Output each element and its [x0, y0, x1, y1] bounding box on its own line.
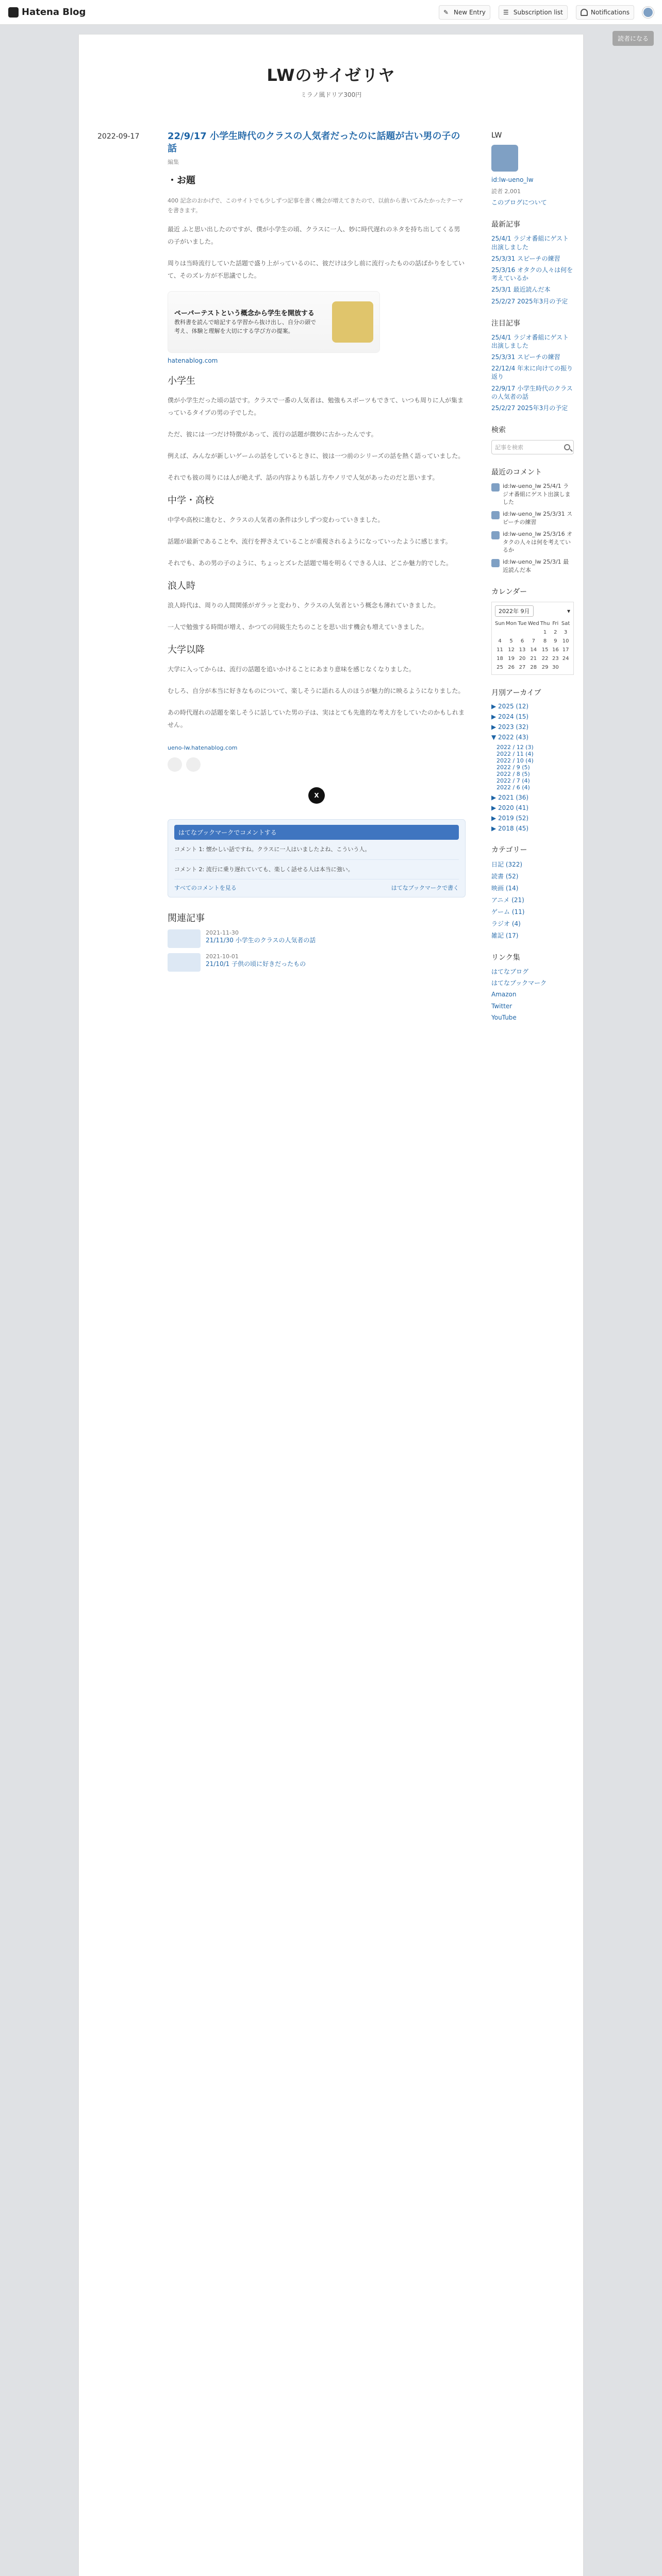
- calendar-day[interactable]: 24: [562, 656, 569, 662]
- section-para: 僕が小学生だった頃の話です。クラスで一番の人気者は、勉強もスポーツもできて、いつも周りに人が集まっているタイプの男の子でした。: [168, 397, 464, 417]
- calendar-day[interactable]: 27: [519, 665, 526, 671]
- weekday-label: Mon: [506, 621, 517, 627]
- calendar-day[interactable]: 19: [508, 656, 515, 662]
- hatena-logo-icon: [8, 7, 19, 18]
- related-articles: [168, 911, 466, 972]
- section-para: ただ、彼には一つだけ特徴があって、流行の話題が微妙に古かったんです。: [168, 431, 377, 438]
- latest-item[interactable]: 25/4/1 ラジオ番組にゲスト出演しました: [491, 235, 569, 251]
- bookmark-write-link[interactable]: はてなブックマークで書く: [391, 885, 459, 892]
- topbar: [0, 0, 662, 25]
- section-heading-junior-high: 中学・高校: [168, 495, 214, 506]
- search-input[interactable]: [491, 440, 574, 454]
- related-item[interactable]: [168, 953, 466, 972]
- comment-item[interactable]: [491, 482, 574, 506]
- popular-heading: 注目記事: [491, 319, 520, 328]
- calendar-header: [495, 605, 570, 617]
- latest-heading: 最新記事: [491, 221, 520, 229]
- calendar-day[interactable]: 9: [554, 638, 557, 645]
- top-actions: [439, 5, 654, 20]
- comment-avatar: [491, 483, 500, 492]
- hatena-logo[interactable]: [8, 7, 86, 18]
- archive-month[interactable]: 2022 / 11 (4): [496, 751, 534, 758]
- embed-card-thumbnail: [332, 301, 373, 343]
- section-university: [168, 642, 466, 731]
- article-footer: [168, 744, 466, 972]
- bookmark-title[interactable]: はてなブックマークでコメントする: [174, 825, 459, 840]
- section-heading-university: 大学以降: [168, 645, 205, 656]
- section-para: 大学に入ってからは、流行の話題を追いかけることにあまり意味を感じなくなりました。: [168, 666, 416, 673]
- comment-text: id:lw-ueno_lw 25/3/16 オタクの人々は何を考えているか: [503, 531, 573, 553]
- latest-item[interactable]: 25/3/1 最近読んだ本: [491, 286, 551, 294]
- calendar-day[interactable]: 30: [552, 665, 559, 671]
- calendar-day[interactable]: 8: [543, 638, 547, 645]
- related-item-text: [206, 953, 306, 972]
- intro-para-3: 周りは当時流行していた話題で盛り上がっているのに、彼だけは少し前に流行ったものの話ばかりをしていて、そのズレ方が不思議でした。: [168, 260, 465, 280]
- site-title[interactable]: LWのサイゼリヤ: [267, 65, 395, 85]
- comment-avatar: [491, 531, 500, 539]
- calendar-day[interactable]: 11: [496, 647, 503, 653]
- sidebar-links: [491, 952, 574, 1022]
- hatena-brand: Hatena Blog: [22, 7, 86, 18]
- calendar-day[interactable]: 15: [541, 647, 549, 653]
- section-heading-elementary: 小学生: [168, 376, 195, 387]
- calendar-chevron-icon: ▾: [567, 607, 570, 615]
- calendar-day[interactable]: 13: [519, 647, 526, 653]
- calendar-day[interactable]: 18: [496, 656, 503, 662]
- section-para: あの時代遅れの話題を楽しそうに話していた男の子は、実はとても先進的な考え方をしていたのかもしれません。: [168, 709, 465, 729]
- link-item[interactable]: はてなブックマーク: [491, 979, 547, 987]
- blog-container: [78, 34, 584, 2576]
- comment-text: id:lw-ueno_lw 25/3/1 最近読んだ本: [503, 558, 569, 573]
- article-title[interactable]: 22/9/17 小学生時代のクラスの人気者だったのに話題が古い男の子の話: [168, 131, 460, 155]
- calendar-day[interactable]: 12: [508, 647, 515, 653]
- comment-text: id:lw-ueno_lw 25/3/31 スピーチの練習: [503, 511, 573, 526]
- list-icon: ☰: [503, 8, 509, 16]
- sidebar-comments: [491, 467, 574, 574]
- section-heading: ・ お題: [168, 173, 466, 187]
- weekday-label: Wed: [527, 621, 539, 627]
- archive-year[interactable]: ▶ 2018 (45): [491, 825, 529, 833]
- sidebar-categories: [491, 844, 574, 940]
- calendar-widget: [491, 602, 574, 675]
- comment-avatar: [491, 559, 500, 567]
- popular-item[interactable]: 25/3/31 スピーチの練習: [491, 353, 560, 361]
- sidebar-calendar: [491, 586, 574, 675]
- sidebar-search: [491, 425, 574, 454]
- search-placeholder: 記事を検索: [495, 444, 523, 451]
- calendar-day[interactable]: 1: [543, 630, 547, 636]
- calendar-day[interactable]: 25: [496, 665, 503, 671]
- intro-para-1: 400 記念のおかげで、このサイトでも少しずつ記事を書く機会が増えてきたので、以前から書いてみたかったテーマを書きます。: [168, 197, 464, 214]
- site-header: [79, 35, 583, 99]
- category-item[interactable]: ゲーム (11): [491, 908, 525, 916]
- weekday-label: Fri: [552, 621, 559, 627]
- bell-icon: [581, 9, 588, 16]
- notifications-button[interactable]: [576, 5, 634, 20]
- weekday-label: Tue: [518, 621, 527, 627]
- sidebar: [491, 131, 574, 1034]
- calendar-day[interactable]: 14: [530, 647, 537, 653]
- link-item[interactable]: Amazon: [491, 991, 517, 998]
- archive-heading: 月別アーカイブ: [491, 689, 541, 698]
- section-elementary: [168, 374, 466, 484]
- search-icon[interactable]: [564, 444, 570, 450]
- comment-avatar: [491, 511, 500, 519]
- comment-item[interactable]: [491, 530, 574, 554]
- section-para: 話題が最新であることや、流行を押さえていることが重視されるようになっていったように感じます。: [168, 538, 452, 546]
- bookmark-actions: [174, 884, 459, 892]
- calendar-heading: カレンダー: [491, 588, 527, 597]
- weekday-label: Sun: [495, 621, 505, 627]
- calendar-day[interactable]: [506, 629, 517, 636]
- popular-item[interactable]: 25/2/27 2025年3月の予定: [491, 404, 568, 412]
- calendar-day[interactable]: 7: [532, 638, 535, 645]
- comment-item[interactable]: [491, 558, 574, 574]
- related-title-link[interactable]: 21/10/1 子供の頃に好きだったもの: [206, 960, 306, 968]
- new-entry-button[interactable]: [439, 5, 490, 20]
- archive-month[interactable]: 2022 / 9 (5): [496, 764, 530, 771]
- notifications-label: Notifications: [590, 8, 630, 16]
- archive-month[interactable]: 2022 / 12 (3): [496, 744, 534, 751]
- x-share-button[interactable]: X: [308, 787, 325, 804]
- category-item[interactable]: 映画 (14): [491, 885, 519, 892]
- archive-month[interactable]: 2022 / 7 (4): [496, 777, 530, 785]
- profile-about-link[interactable]: このブログについて: [491, 199, 547, 207]
- section-para: 浪人時代は、周りの人間関係がガラッと変わり、クラスの人気者という概念も薄れていきました。: [168, 602, 440, 609]
- calendar-day[interactable]: 4: [498, 638, 502, 645]
- latest-item[interactable]: 25/3/16 オタクの人々は何を考えているか: [491, 266, 573, 282]
- calendar-day[interactable]: 26: [508, 665, 515, 671]
- embed-source[interactable]: hatenablog.com: [168, 357, 218, 365]
- profile-username[interactable]: id:lw-ueno_lw: [491, 176, 534, 183]
- category-item[interactable]: ラジオ (4): [491, 920, 521, 928]
- user-avatar[interactable]: [642, 7, 654, 18]
- category-item[interactable]: 読書 (52): [491, 873, 519, 880]
- search-heading: 検索: [491, 426, 506, 435]
- popular-item[interactable]: 25/4/1 ラジオ番組にゲスト出演しました: [491, 333, 569, 349]
- calendar-grid: [495, 620, 570, 671]
- section-para: それでも、あの男の子のように、ちょっとズレた話題で場を明るくできる人は、どこか魅力的でした。: [168, 560, 453, 567]
- calendar-day[interactable]: 23: [552, 656, 559, 662]
- calendar-day[interactable]: 17: [562, 647, 569, 653]
- section-junior-high: [168, 493, 466, 569]
- section-para: 一人で勉強する時間が増え、かつての同級生たちのことを思い出す機会も増えていきました。: [168, 623, 428, 631]
- archive-year[interactable]: ▶ 2021 (36): [491, 794, 529, 802]
- calendar-day[interactable]: 6: [520, 638, 524, 645]
- blog-domain-link[interactable]: ueno-lw.hatenablog.com: [168, 744, 238, 752]
- section-para: それでも彼の周りには人が絶えず、話の内容よりも話し方やノリで人気があったのだと思います。: [168, 474, 439, 482]
- archive-month[interactable]: 2022 / 8 (5): [496, 771, 530, 778]
- link-item[interactable]: Twitter: [491, 1002, 512, 1010]
- calendar-day[interactable]: 20: [519, 656, 526, 662]
- section-para: 例えば、みんなが新しいゲームの話をしているときに、彼は一つ前のシリーズの話を熱く語っていました。: [168, 452, 465, 460]
- new-entry-label: New Entry: [453, 8, 486, 16]
- star-icon[interactable]: [186, 757, 201, 772]
- section-ronin: [168, 579, 466, 633]
- bookmark-comment: コメント 1: 懐かしい話ですね。クラスに一人はいましたよね、こういう人。: [174, 840, 459, 860]
- link-item[interactable]: はてなブログ: [491, 968, 529, 976]
- links-heading: リンク集: [491, 954, 520, 962]
- archive-year[interactable]: ▶ 2025 (12): [491, 703, 529, 710]
- category-item[interactable]: アニメ (21): [491, 896, 524, 904]
- calendar-day[interactable]: 29: [541, 665, 549, 671]
- category-item[interactable]: 日記 (322): [491, 861, 523, 869]
- subscription-list-label: Subscription list: [513, 8, 563, 16]
- calendar-day[interactable]: 21: [530, 656, 537, 662]
- related-item[interactable]: [168, 929, 466, 948]
- archive-month[interactable]: 2022 / 6 (4): [496, 784, 530, 791]
- related-item-text: [206, 929, 316, 948]
- category-item[interactable]: 雑記 (17): [491, 932, 519, 940]
- embed-card[interactable]: [168, 291, 380, 353]
- bookmark-more-link[interactable]: すべてのコメントを見る: [174, 885, 237, 892]
- intro-para-2: 最近 ふと思い出したのですが、僕が小学生の頃、クラスに一人、妙に時代遅れのネタを持ち出してくる男の子がいました。: [168, 226, 460, 246]
- calendar-day[interactable]: 2: [554, 630, 557, 636]
- calendar-day[interactable]: [528, 629, 539, 636]
- popular-item[interactable]: 22/9/17 小学生時代のクラスの人気者の話: [491, 384, 573, 400]
- related-title-link[interactable]: 21/11/30 小学生のクラスの人気者の話: [206, 937, 316, 944]
- embed-card-desc: 教科書を読んで暗記する学習から抜け出し、自分の頭で考え、体験と理解を大切にする学び方の提案。: [174, 319, 316, 334]
- pencil-icon: ✎: [443, 8, 449, 16]
- archive-year[interactable]: ▼ 2022 (43): [491, 734, 529, 741]
- sidebar-latest: [491, 219, 574, 305]
- calendar-day[interactable]: 16: [552, 647, 559, 653]
- comments-heading: 最近のコメント: [491, 468, 542, 477]
- profile-stats: 読者 2,001: [491, 188, 521, 195]
- site-subtitle: ミラノ風ドリア300円: [300, 91, 362, 98]
- latest-item[interactable]: 25/3/31 スピーチの練習: [491, 255, 560, 262]
- comment-text: id:lw-ueno_lw 25/4/1 ラジオ番組にゲスト出演しました: [503, 483, 571, 505]
- section-para: むしろ、自分が本当に好きなものについて、楽しそうに語れる人のほうが魅力的に映るようになりました。: [168, 687, 465, 695]
- subscription-list-button[interactable]: [499, 5, 568, 20]
- profile-heading: LW: [491, 131, 502, 140]
- star-row: [168, 757, 466, 772]
- bookmark-comment: コメント 2: 流行に乗り遅れていても、楽しく話せる人は本当に強い。: [174, 860, 459, 880]
- embed-card-text: [174, 309, 319, 336]
- sidebar-profile: [491, 131, 574, 207]
- weekday-label: Thu: [540, 621, 550, 627]
- weekday-label: Sat: [561, 621, 570, 627]
- article-date: 2022-09-17: [97, 132, 140, 141]
- calendar-day[interactable]: 22: [541, 656, 549, 662]
- related-thumbnail: [168, 953, 201, 972]
- bookmark-box: [168, 819, 466, 897]
- related-date: 2021-11-30: [206, 929, 239, 937]
- star-icon[interactable]: [168, 757, 182, 772]
- sidebar-archive: [491, 687, 574, 832]
- archive-year[interactable]: ▶ 2023 (32): [491, 723, 529, 731]
- comment-item[interactable]: [491, 510, 574, 526]
- calendar-day[interactable]: [561, 664, 570, 671]
- subscribe-button[interactable]: 読者になる: [613, 31, 654, 46]
- calendar-select[interactable]: 2022年 9月: [495, 605, 534, 617]
- related-thumbnail: [168, 929, 201, 948]
- link-item[interactable]: YouTube: [491, 1013, 517, 1021]
- calendar-day[interactable]: 5: [509, 638, 513, 645]
- section-para: 中学や高校に進むと、クラスの人気者の条件は少しずつ変わっていきました。: [168, 516, 384, 524]
- archive-year[interactable]: ▶ 2024 (15): [491, 713, 529, 721]
- archive-month[interactable]: 2022 / 10 (4): [496, 757, 534, 765]
- calendar-day[interactable]: 10: [562, 638, 569, 645]
- calendar-day[interactable]: 28: [530, 665, 537, 671]
- related-date: 2021-10-01: [206, 953, 239, 960]
- latest-item[interactable]: 25/2/27 2025年3月の予定: [491, 297, 568, 305]
- embed-card-title: ペーパーテストという概念から学生を開放する: [174, 309, 315, 317]
- categories-heading: カテゴリー: [491, 846, 527, 855]
- sidebar-popular: [491, 318, 574, 413]
- calendar-day[interactable]: 3: [564, 630, 568, 636]
- archive-year[interactable]: ▶ 2019 (52): [491, 815, 529, 822]
- share-area: [168, 787, 466, 804]
- calendar-day[interactable]: [495, 629, 505, 636]
- calendar-day[interactable]: [518, 629, 527, 636]
- archive-year[interactable]: ▶ 2020 (41): [491, 804, 529, 812]
- article: [168, 130, 466, 977]
- section-heading-ronin: 浪人時: [168, 581, 195, 592]
- profile-avatar[interactable]: [491, 145, 518, 172]
- popular-item[interactable]: 22/12/4 年末に向けての振り返り: [491, 365, 573, 381]
- edit-link[interactable]: 編集: [168, 158, 179, 165]
- related-title: 関連記事: [168, 913, 205, 924]
